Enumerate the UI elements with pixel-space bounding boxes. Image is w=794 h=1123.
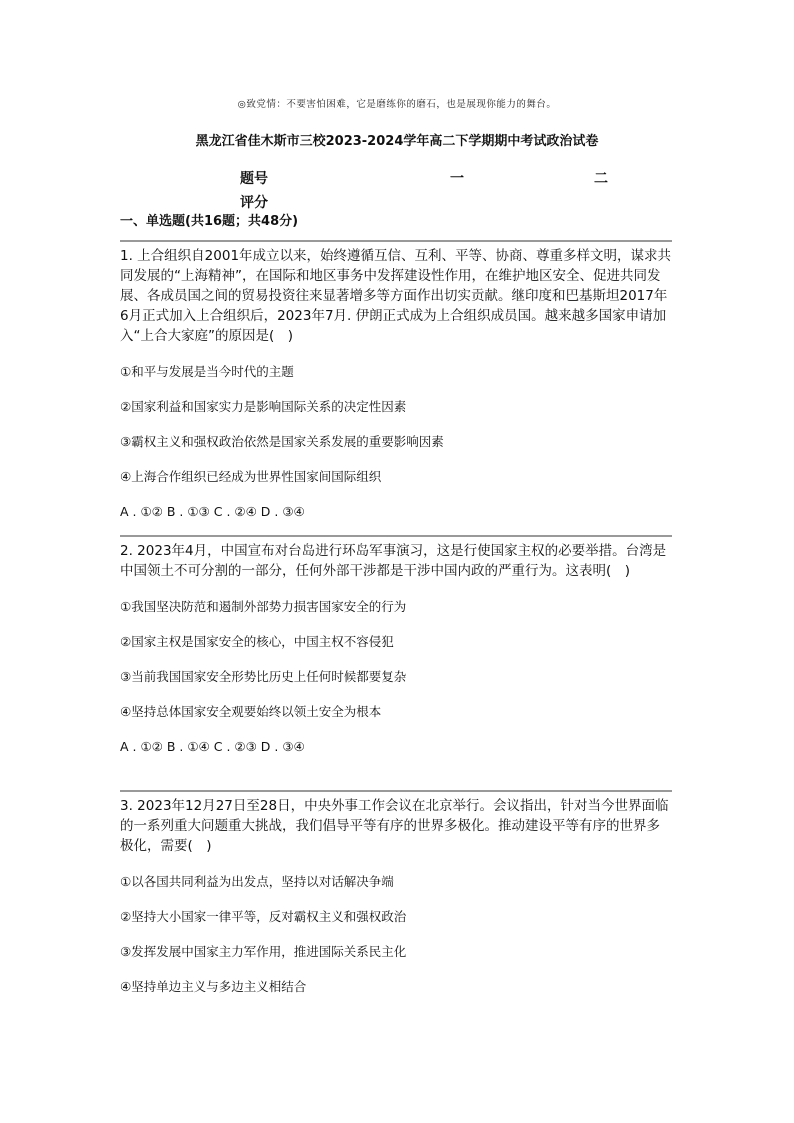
score-row-label: 评分 [240, 195, 268, 211]
option-item: ③当前我国国家安全形势比历史上任何时候都要复杂 [120, 669, 407, 684]
question-2 [120, 535, 672, 756]
divider [120, 790, 672, 792]
option-item: ②国家利益和国家实力是影响国际关系的决定性因素 [120, 399, 407, 414]
score-value-row [240, 190, 640, 214]
question-1 [120, 240, 672, 521]
score-header-label: 题号 [240, 171, 268, 187]
option-item: ③发挥发展中国家主力军作用，推进国际关系民主化 [120, 944, 407, 959]
option-item: ④坚持总体国家安全观要始终以领土安全为根本 [120, 704, 382, 719]
score-header-part-1: 一 [450, 171, 464, 187]
option-item: ①和平与发展是当今时代的主题 [120, 364, 294, 379]
score-table [240, 166, 640, 214]
option-item: ①以各国共同利益为出发点，坚持以对话解决争端 [120, 874, 394, 889]
motto-line: ◎致党情：不要害怕困难，它是磨练你的磨石，也是展现你能力的舞台。 [237, 99, 557, 110]
answer-choices: A . ①② B . ①③ C . ②④ D . ③④ [120, 504, 305, 519]
question-stem: 1. 上合组织自2001年成立以来，始终遵循互信、互利、平等、协商、尊重多样文明，谋求共同发展的“上海精神”，在国际和地区事务中发挥建设性作用，在维护地区安全、促进共同发展、各成员国之间的贸易投资往来显著增多等方面作出切实贡献。继印度和巴基斯坦2017年6月正式加入上合组织后，2023年7月. 伊朗正式成为上合组织成员国。越来越多国家申请加入“上合大家庭”的原因是( ) [120, 248, 672, 344]
question-stem: 2. 2023年4月，中国宣布对台岛进行环岛军事演习，这是行使国家主权的必要举措。台湾是中国领土不可分割的一部分，任何外部干涉都是干涉中国内政的严重行为。这表明( ) [120, 543, 667, 579]
option-item: ④坚持单边主义与多边主义相结合 [120, 979, 307, 994]
section-heading: 一、单选题(共16题；共48分) [120, 214, 299, 229]
page-title: 黑龙江省佳木斯市三校2023-2024学年高二下学期期中考试政治试卷 [195, 134, 599, 149]
score-header-row [240, 166, 640, 190]
question-3 [120, 790, 672, 996]
option-item: ②坚持大小国家一律平等，反对霸权主义和强权政治 [120, 909, 407, 924]
answer-choices: A . ①② B . ①④ C . ②③ D . ③④ [120, 739, 305, 754]
option-item: ④上海合作组织已经成为世界性国家间国际组织 [120, 469, 382, 484]
option-item: ③霸权主义和强权政治依然是国家关系发展的重要影响因素 [120, 434, 444, 449]
divider [120, 535, 672, 537]
divider [120, 240, 672, 242]
option-item: ①我国坚决防范和遏制外部势力损害国家安全的行为 [120, 599, 407, 614]
option-item: ②国家主权是国家安全的核心，中国主权不容侵犯 [120, 634, 394, 649]
question-stem: 3. 2023年12月27日至28日，中央外事工作会议在北京举行。会议指出，针对当今世界面临的一系列重大问题重大挑战，我们倡导平等有序的世界多极化。推动建设平等有序的世界多极化，需要( ) [120, 798, 669, 854]
score-header-part-2: 二 [594, 171, 608, 187]
